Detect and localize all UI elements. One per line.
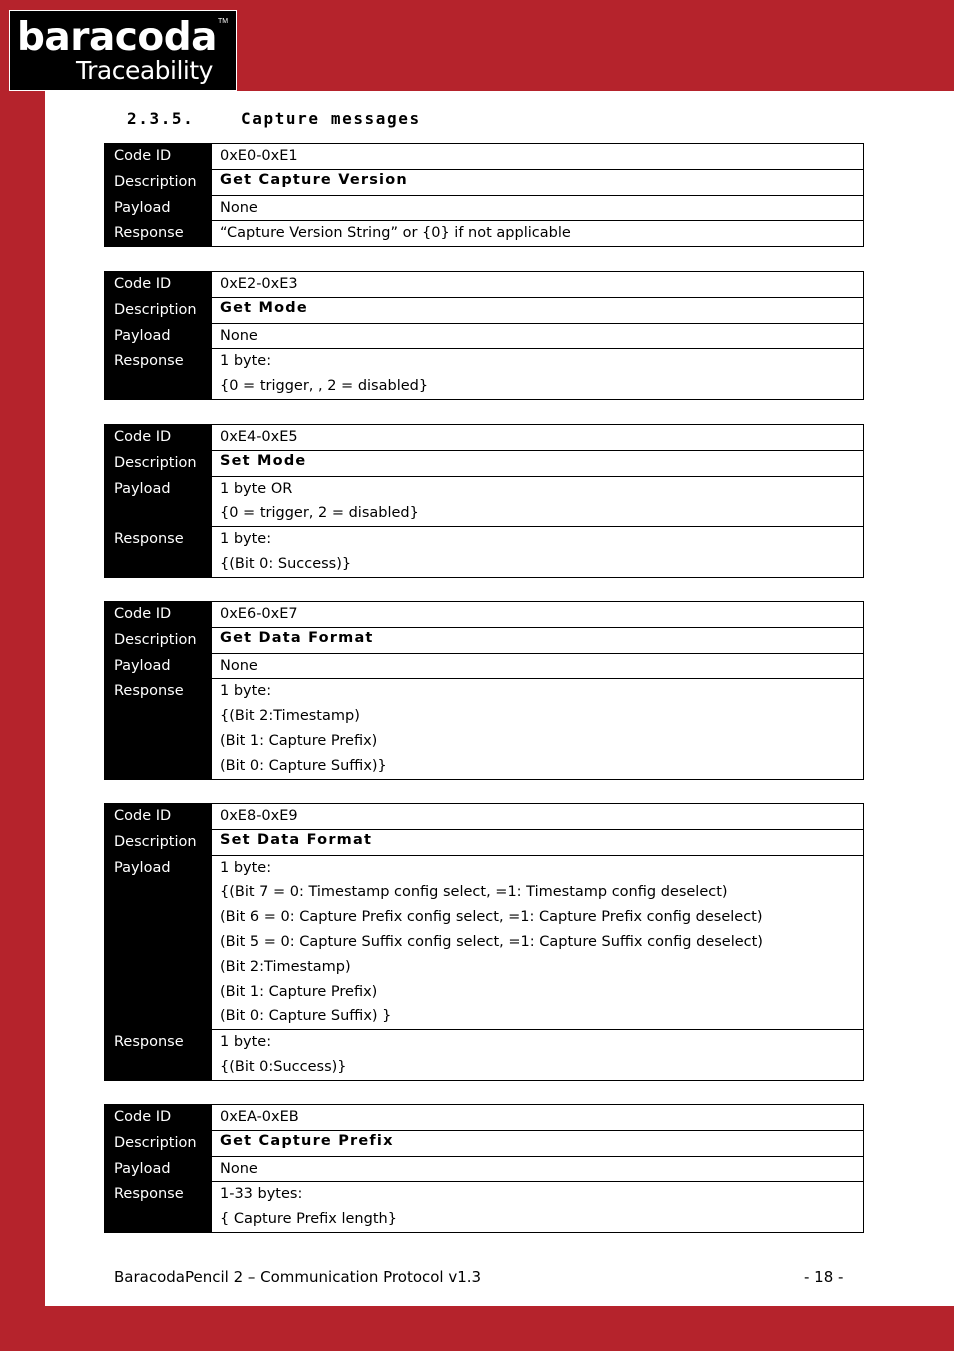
field-value bbox=[212, 829, 864, 855]
value-line: (Bit 1: Capture Prefix) bbox=[220, 732, 378, 749]
value-line: None bbox=[220, 327, 258, 344]
field-key: Response bbox=[105, 1030, 212, 1081]
value-line: { Capture Prefix length} bbox=[220, 1211, 397, 1228]
field-value bbox=[212, 221, 864, 247]
value-line: 0xE0-0xE1 bbox=[220, 148, 298, 164]
table-row bbox=[105, 221, 864, 247]
value-line: None bbox=[220, 199, 258, 216]
value-line: 1 byte: bbox=[220, 531, 272, 548]
message-table bbox=[104, 601, 864, 780]
field-key: Description bbox=[105, 169, 212, 195]
value-line: Set Mode bbox=[220, 452, 307, 469]
field-value bbox=[212, 627, 864, 653]
field-value bbox=[212, 855, 864, 1030]
footer-page-number: - 18 - bbox=[804, 1268, 844, 1286]
table-row bbox=[105, 653, 864, 679]
table-row bbox=[105, 1105, 864, 1131]
field-value bbox=[212, 1105, 864, 1131]
field-key: Payload bbox=[105, 323, 212, 349]
field-value bbox=[212, 1030, 864, 1081]
field-key: Code ID bbox=[105, 804, 212, 830]
field-key: Payload bbox=[105, 476, 212, 527]
value-line: Get Data Format bbox=[220, 629, 374, 646]
value-line: Get Mode bbox=[220, 299, 308, 316]
field-value bbox=[212, 323, 864, 349]
table-row bbox=[105, 855, 864, 1030]
table-row bbox=[105, 349, 864, 400]
field-value bbox=[212, 144, 864, 170]
value-line: None bbox=[220, 1160, 258, 1177]
value-line: 1-33 bytes: bbox=[220, 1186, 303, 1203]
table-row bbox=[105, 476, 864, 527]
value-line: (Bit 1: Capture Prefix) bbox=[220, 983, 378, 1000]
field-key: Description bbox=[105, 627, 212, 653]
value-line: 0xE8-0xE9 bbox=[220, 808, 298, 824]
section-title: Capture messages bbox=[241, 109, 421, 128]
value-line: {(Bit 0:Success)} bbox=[220, 1058, 347, 1075]
value-line: Get Capture Version bbox=[220, 171, 408, 188]
value-line: {(Bit 2:Timestamp) bbox=[220, 708, 360, 725]
message-table bbox=[104, 271, 864, 400]
field-key: Response bbox=[105, 349, 212, 400]
value-line: None bbox=[220, 657, 258, 674]
value-line: (Bit 0: Capture Suffix)} bbox=[220, 757, 387, 774]
table-row bbox=[105, 195, 864, 221]
field-key: Code ID bbox=[105, 602, 212, 628]
section-heading bbox=[127, 109, 421, 128]
footer-doc-title: BaracodaPencil 2 – Communication Protocol v1.3 bbox=[114, 1268, 482, 1286]
logo-sub-text: Traceability bbox=[76, 56, 213, 85]
field-value bbox=[212, 653, 864, 679]
value-line: 1 byte: bbox=[220, 683, 272, 700]
value-line: 1 byte: bbox=[220, 353, 272, 370]
table-row bbox=[105, 627, 864, 653]
logo-trademark: TM bbox=[218, 18, 229, 25]
table-row bbox=[105, 527, 864, 578]
field-key: Response bbox=[105, 527, 212, 578]
table-row bbox=[105, 829, 864, 855]
table-row bbox=[105, 1156, 864, 1182]
field-key: Description bbox=[105, 450, 212, 476]
field-value bbox=[212, 602, 864, 628]
message-table bbox=[104, 143, 864, 247]
field-value bbox=[212, 1182, 864, 1233]
table-row bbox=[105, 1182, 864, 1233]
field-value bbox=[212, 425, 864, 451]
table-row bbox=[105, 144, 864, 170]
logo-brand-text: baracoda bbox=[17, 15, 217, 60]
field-key: Payload bbox=[105, 855, 212, 1030]
field-value bbox=[212, 679, 864, 779]
table-row bbox=[105, 450, 864, 476]
field-key: Response bbox=[105, 1182, 212, 1233]
field-value bbox=[212, 1130, 864, 1156]
field-value bbox=[212, 527, 864, 578]
table-row bbox=[105, 1030, 864, 1081]
value-line: {(Bit 0: Success)} bbox=[220, 555, 352, 572]
field-key: Description bbox=[105, 829, 212, 855]
value-line: {(Bit 7 = 0: Timestamp config select, =1: Timestamp config deselect) bbox=[220, 884, 728, 901]
field-key: Description bbox=[105, 297, 212, 323]
field-key: Payload bbox=[105, 653, 212, 679]
field-key: Code ID bbox=[105, 144, 212, 170]
field-value bbox=[212, 349, 864, 400]
value-line: 0xE6-0xE7 bbox=[220, 606, 298, 622]
field-key: Payload bbox=[105, 195, 212, 221]
value-line: Set Data Format bbox=[220, 831, 373, 848]
field-value bbox=[212, 1156, 864, 1182]
table-row bbox=[105, 272, 864, 298]
value-line: 0xEA-0xEB bbox=[220, 1109, 299, 1125]
field-key: Code ID bbox=[105, 272, 212, 298]
table-row bbox=[105, 804, 864, 830]
value-line: (Bit 6 = 0: Capture Prefix config select, =1: Capture Prefix config deselect) bbox=[220, 909, 763, 926]
field-value bbox=[212, 169, 864, 195]
field-key: Response bbox=[105, 679, 212, 779]
field-key: Response bbox=[105, 221, 212, 247]
message-table bbox=[104, 424, 864, 578]
field-key: Code ID bbox=[105, 1105, 212, 1131]
baracoda-logo bbox=[9, 10, 237, 91]
value-line: 1 byte: bbox=[220, 859, 272, 876]
value-line: 0xE4-0xE5 bbox=[220, 429, 298, 445]
field-value bbox=[212, 297, 864, 323]
value-line: “Capture Version String” or {0} if not applicable bbox=[220, 225, 571, 242]
table-row bbox=[105, 679, 864, 779]
field-key: Payload bbox=[105, 1156, 212, 1182]
table-row bbox=[105, 297, 864, 323]
section-number: 2.3.5. bbox=[127, 109, 195, 128]
table-row bbox=[105, 602, 864, 628]
value-line: Get Capture Prefix bbox=[220, 1132, 394, 1149]
field-value bbox=[212, 804, 864, 830]
value-line: (Bit 2:Timestamp) bbox=[220, 958, 351, 975]
field-value bbox=[212, 195, 864, 221]
table-row bbox=[105, 323, 864, 349]
value-line: 0xE2-0xE3 bbox=[220, 276, 298, 292]
table-row bbox=[105, 1130, 864, 1156]
field-value bbox=[212, 450, 864, 476]
value-line: (Bit 0: Capture Suffix) } bbox=[220, 1008, 392, 1025]
value-line: {0 = trigger, , 2 = disabled} bbox=[220, 378, 429, 395]
message-table bbox=[104, 803, 864, 1081]
value-line: (Bit 5 = 0: Capture Suffix config select, =1: Capture Suffix config deselect) bbox=[220, 933, 763, 950]
message-table bbox=[104, 1104, 864, 1233]
field-key: Code ID bbox=[105, 425, 212, 451]
field-value bbox=[212, 272, 864, 298]
field-key: Description bbox=[105, 1130, 212, 1156]
value-line: 1 byte OR bbox=[220, 480, 293, 497]
value-line: 1 byte: bbox=[220, 1034, 272, 1051]
table-row bbox=[105, 425, 864, 451]
field-value bbox=[212, 476, 864, 527]
table-row bbox=[105, 169, 864, 195]
value-line: {0 = trigger, 2 = disabled} bbox=[220, 505, 419, 522]
